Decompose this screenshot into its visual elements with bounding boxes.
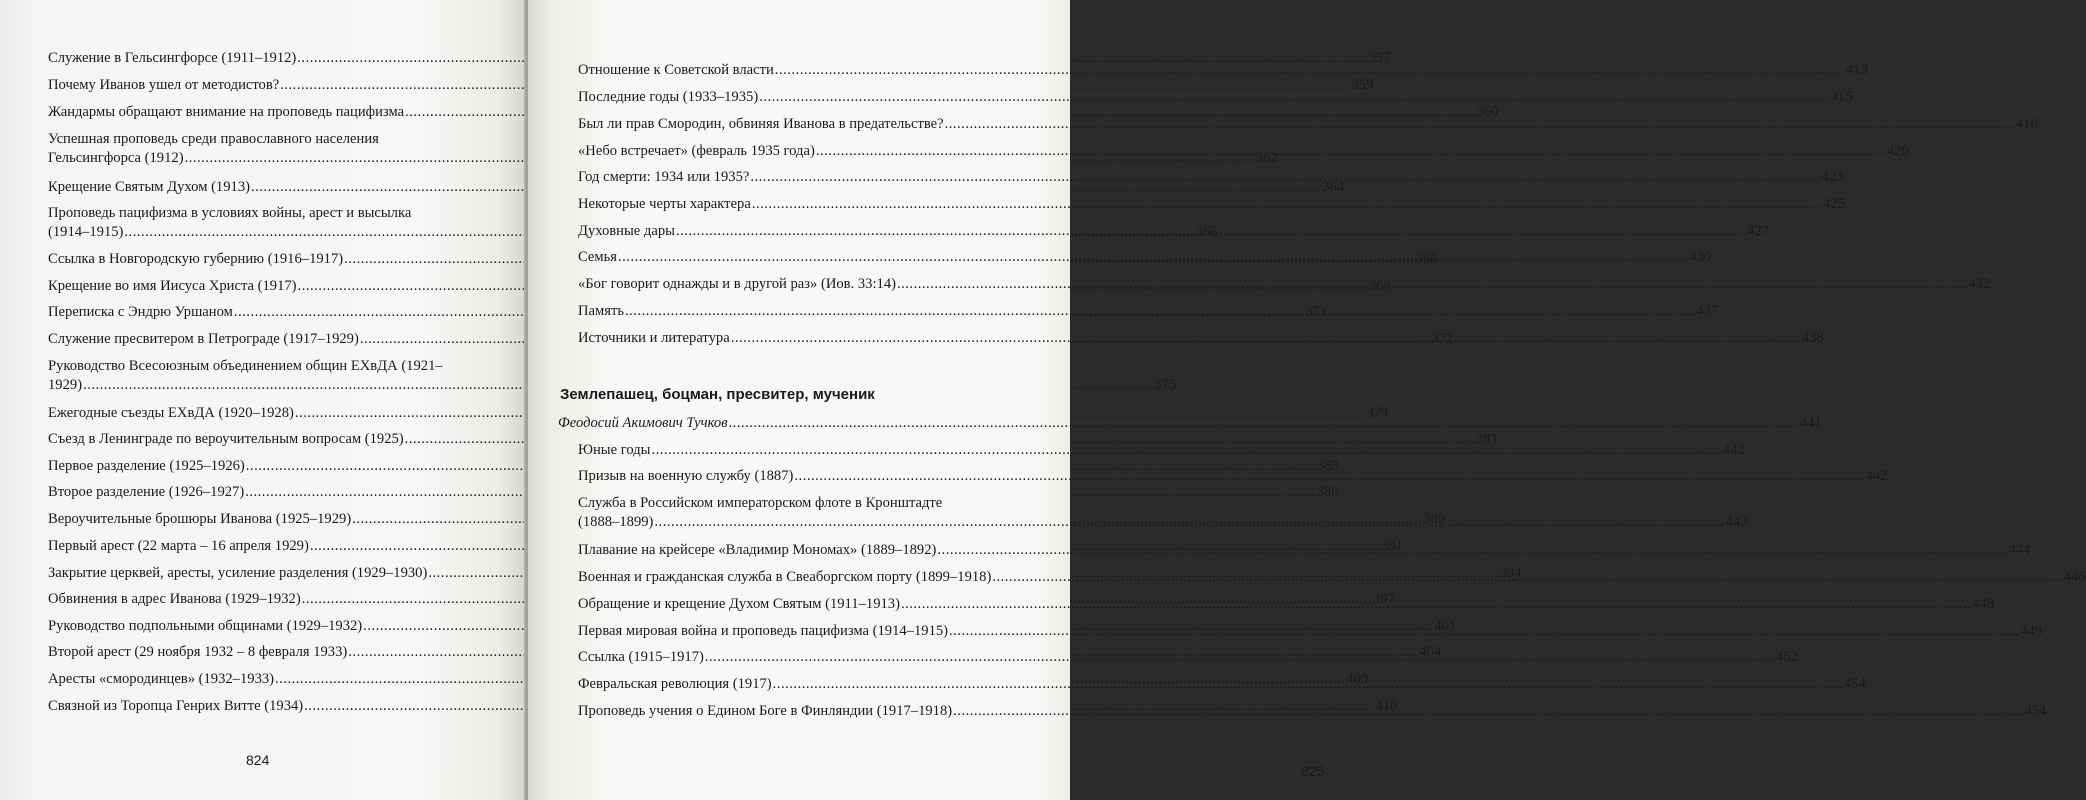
toc-page-number: 416	[2015, 116, 2038, 132]
toc-page-number: 409	[1346, 671, 1369, 687]
toc-entry-title: Второе разделение (1926–1927)	[48, 484, 245, 500]
right-page-number: 825	[1301, 763, 1325, 779]
toc-entry-title: «Бог говорит однажды и в другой раз» (Иов. 33:14)	[578, 276, 896, 292]
toc-page-number: 425	[1823, 196, 1846, 212]
toc-page-number: 362	[1255, 150, 1278, 166]
toc-entry-title: Связной из Торопца Генрих Витте (1934)	[48, 698, 304, 714]
toc-entry-title: (1914–1915)	[48, 224, 124, 240]
toc-page-number: 427	[1747, 223, 1770, 239]
toc-entry	[578, 441, 1745, 460]
toc-entry-title: Руководство подпольными общинами (1929–1932)	[48, 618, 363, 634]
toc-entry	[48, 430, 1498, 449]
toc-leader-dots	[775, 61, 1845, 80]
toc-leader-dots	[937, 541, 2007, 560]
toc-entry-title: Феодосий Акимович Тучков	[558, 415, 728, 431]
toc-page-number: 371	[1305, 304, 1328, 320]
toc-page-number: 437	[1696, 303, 1719, 319]
toc-entry-title: Источники и литература	[578, 330, 730, 346]
toc-page-number: 413	[1846, 62, 1868, 78]
toc-entry	[558, 414, 1822, 433]
toc-page-number: 375	[1154, 377, 1177, 393]
toc-entry	[48, 76, 1374, 95]
toc-entry	[578, 195, 1846, 214]
toc-page-number: 386	[1316, 484, 1339, 500]
toc-entry	[578, 115, 2038, 134]
toc-entry-title: Плавание на крейсере «Владимир Мономах» (1889–1892)	[578, 542, 937, 558]
toc-page-number: 357	[1368, 50, 1391, 66]
toc-entry-title: Первая мировая война и проповедь пацифизма (1914–1915)	[578, 623, 949, 639]
toc-leader-dots	[897, 275, 1967, 294]
toc-entry-title: Отношение к Советской власти	[578, 62, 774, 78]
toc-page-number: 366	[1195, 224, 1218, 240]
toc-page-number: 410	[1375, 698, 1398, 714]
toc-entry-title-first-line: Руководство Всесоюзным объединением общин ЕХвДА (1921–	[48, 358, 443, 374]
toc-leader-dots	[676, 222, 1746, 241]
toc-entry-title: Февральская революция (1917)	[578, 676, 772, 692]
toc-entry-title: Почему Иванов ушел от методистов?	[48, 77, 280, 93]
toc-page-number: 389	[1423, 511, 1446, 527]
toc-entry-title: Служение в Гельсингфорсе (1911–1912)	[48, 50, 297, 66]
toc-entry-title: Память	[578, 303, 624, 319]
toc-entry-title: Переписка с Эндрю Уршаном	[48, 304, 233, 320]
toc-page-number: 397	[1372, 591, 1395, 607]
toc-entry	[48, 178, 1345, 197]
toc-leader-dots	[773, 675, 1843, 694]
toc-leader-dots	[651, 441, 1721, 460]
toc-page-number: 438	[1802, 330, 1824, 346]
toc-page-number: 394	[1499, 565, 1522, 581]
toc-page-number: 454	[1843, 676, 1866, 692]
toc-page-number: 404	[1419, 644, 1442, 660]
toc-entry-title: Обращение и крещение Духом Святым (1911–1913)	[578, 596, 900, 612]
left-page-number: 824	[246, 752, 270, 768]
toc-page-number: 423	[1821, 169, 1844, 185]
toc-page-number: 441	[1799, 415, 1822, 431]
toc-page-number: 391	[1381, 538, 1404, 554]
toc-page-number: 446	[2063, 569, 2086, 585]
toc-entry-title: Был ли прав Смородин, обвиняя Иванова в предательстве?	[578, 116, 944, 132]
toc-page-number: 368	[1415, 251, 1438, 267]
toc-page-number: 452	[1776, 649, 1799, 665]
toc-entry-title: Обвинения в адрес Иванова (1929–1932)	[48, 591, 301, 607]
toc-entry-title: Съезд в Ленинграде по вероучительным вопросам (1925)	[48, 431, 404, 447]
toc-entry-title: Служение пресвитером в Петрограде (1917–1929)	[48, 331, 359, 347]
toc-page-number: 442	[1722, 442, 1745, 458]
toc-page-number: 401	[1434, 618, 1457, 634]
toc-leader-dots	[759, 88, 1829, 107]
toc-entry	[578, 467, 1888, 486]
toc-entry	[48, 49, 1391, 68]
toc-entry-title-first-line: Успешная проповедь среди православного населения	[48, 131, 379, 147]
toc-entry	[48, 483, 1339, 502]
toc-leader-dots	[953, 702, 2023, 721]
toc-page-number: 420	[1887, 143, 1910, 159]
toc-leader-dots	[992, 568, 2062, 587]
toc-page-number: 372	[1431, 331, 1454, 347]
toc-page-number: 448	[1972, 596, 1995, 612]
toc-leader-dots	[901, 595, 1971, 614]
toc-entry-title: Ссылка в Новгородскую губернию (1916–1917)	[48, 251, 344, 267]
toc-leader-dots	[945, 115, 2015, 134]
toc-entry-title: Крещение во имя Иисуса Христа (1917)	[48, 278, 297, 294]
section-heading: Землепашец, боцман, пресвитер, мученик	[560, 386, 875, 403]
toc-page-number: 449	[2020, 623, 2043, 639]
toc-entry-title-first-line: Служба в Российском императорском флоте в Кронштадте	[578, 495, 943, 511]
toc-page-number: 454	[2024, 703, 2047, 719]
toc-page-number: 360	[1476, 104, 1499, 120]
toc-entry-title: Второй арест (29 ноября 1932 – 8 февраля 1933)	[48, 644, 348, 660]
toc-leader-dots	[705, 648, 1775, 667]
toc-entry-title: Ежегодные съезды ЕХвДА (1920–1928)	[48, 405, 294, 421]
toc-entry	[578, 61, 1868, 80]
toc-entry-title: Гельсингфорса (1912)	[48, 150, 184, 166]
toc-page-number: 359	[1351, 77, 1374, 93]
toc-entry-title: Вероучительные брошюры Иванова (1925–1929)	[48, 511, 352, 527]
toc-entry-title: (1888–1899)	[578, 514, 654, 530]
toc-leader-dots	[816, 142, 1886, 161]
toc-entry-title: Духовные дары	[578, 223, 675, 239]
toc-leader-dots	[949, 622, 2019, 641]
toc-entry-title: Жандармы обращают внимание на проповедь пацифизма	[48, 104, 405, 120]
toc-entry-title: Первый арест (22 марта – 16 апреля 1929)	[48, 538, 309, 554]
toc-page-number: 383	[1317, 458, 1339, 474]
toc-leader-dots	[752, 195, 1822, 214]
toc-leader-dots	[625, 302, 1695, 321]
toc-entry-title: Проповедь учения о Едином Боге в Финляндии (1917–1918)	[578, 703, 953, 719]
toc-entry-title: Закрытие церквей, аресты, усиление разделения (1929–1930)	[48, 565, 428, 581]
toc-entry-title: Ссылка (1915–1917)	[578, 649, 704, 665]
toc-leader-dots	[750, 168, 1820, 187]
toc-page-number: 381	[1475, 431, 1498, 447]
toc-leader-dots	[731, 329, 1801, 348]
toc-entry-title: Год смерти: 1934 или 1935?	[578, 169, 750, 185]
toc-entry	[48, 103, 1499, 122]
toc-page-number: 442	[1865, 468, 1888, 484]
toc-entry-title: Крещение Святым Духом (1913)	[48, 179, 250, 195]
toc-page-number: 443	[1725, 514, 1748, 530]
toc-leader-dots	[654, 513, 1724, 532]
toc-entry-title: Некоторые черты характера	[578, 196, 751, 212]
toc-page-number: 369	[1368, 278, 1391, 294]
toc-entry-title: Аресты «смородинцев» (1932–1933)	[48, 671, 275, 687]
toc-leader-dots	[618, 248, 1688, 267]
toc-entry-title: «Небо встречает» (февраль 1935 года)	[578, 143, 815, 159]
toc-entry-title: Семья	[578, 249, 617, 265]
toc-page-number: 444	[2008, 542, 2031, 558]
toc-leader-dots	[794, 467, 1864, 486]
toc-entry-title-first-line: Проповедь пацифизма в условиях войны, арест и высылка	[48, 205, 412, 221]
toc-page-number: 430	[1689, 249, 1712, 265]
toc-entry-title: Первое разделение (1925–1926)	[48, 458, 245, 474]
toc-page-number: 379	[1366, 405, 1389, 421]
toc-entry-title: Военная и гражданская служба в Свеаборгском порту (1899–1918)	[578, 569, 992, 585]
toc-page-number: 415	[1830, 89, 1853, 105]
toc-leader-dots	[729, 414, 1799, 433]
toc-entry-title: Юные годы	[578, 442, 651, 458]
toc-entry-title: 1929)	[48, 377, 83, 393]
toc-entry	[578, 88, 1853, 107]
toc-entry-title: Последние годы (1933–1935)	[578, 89, 759, 105]
toc-page-number: 364	[1322, 179, 1345, 195]
toc-page-number: 432	[1968, 276, 1991, 292]
toc-entry-title: Призыв на военную службу (1887)	[578, 468, 794, 484]
